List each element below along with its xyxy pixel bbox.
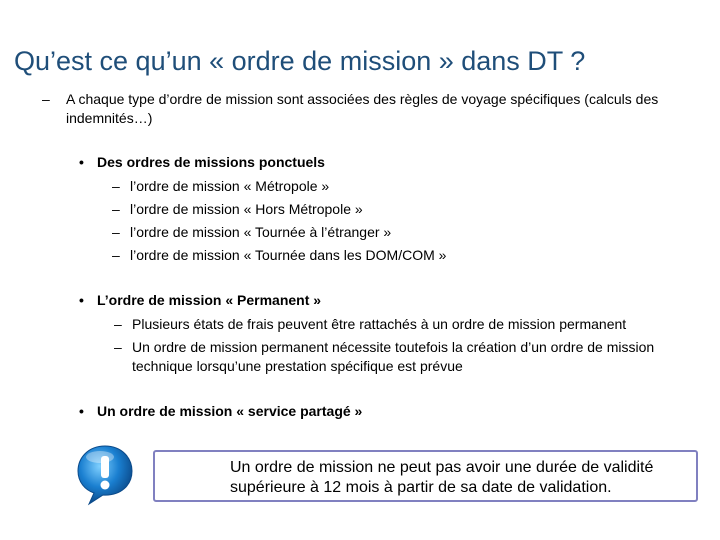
list-item-text: Un ordre de mission permanent nécessite toutefois la création d’un ordre de mission technique lorsqu’une prestation spécifique est prévue	[132, 339, 655, 374]
note-text: Un ordre de mission ne peut pas avoir une durée de validité supérieure à 12 mois à partir de sa date de validation.	[230, 459, 654, 496]
list-dash: –	[114, 316, 122, 332]
intro-paragraph	[42, 90, 702, 128]
list-item-text: l’ordre de mission « Tournée dans les DOM/COM »	[130, 247, 447, 263]
bullet-dot: •	[79, 154, 84, 170]
list-item	[112, 200, 692, 219]
list-dash: –	[114, 339, 122, 355]
bullet-dot: •	[79, 292, 84, 308]
list-item	[114, 315, 712, 334]
intro-text: A chaque type d’ordre de mission sont associées des règles de voyage spécifiques (calculs des indemnités…)	[66, 91, 659, 126]
bullet-dot: •	[79, 403, 84, 419]
info-exclamation-icon	[70, 440, 140, 510]
list-item	[112, 223, 692, 242]
list-item-text: l’ordre de mission « Métropole »	[130, 178, 330, 194]
list-item-text: l’ordre de mission « Hors Métropole »	[130, 201, 363, 217]
section-heading-ponctuels	[79, 154, 325, 170]
section-heading-text: L’ordre de mission « Permanent »	[97, 292, 322, 308]
list-item-text: Plusieurs états de frais peuvent être rattachés à un ordre de mission permanent	[132, 316, 627, 332]
list-dash: –	[112, 224, 120, 240]
section-heading-text: Des ordres de missions ponctuels	[97, 154, 325, 170]
list-item	[114, 338, 694, 376]
intro-dash: –	[42, 91, 50, 107]
section-heading-permanent	[79, 292, 321, 308]
list-item	[112, 177, 692, 196]
list-dash: –	[112, 247, 120, 263]
list-item-text: l’ordre de mission « Tournée à l’étranger »	[130, 224, 392, 240]
list-dash: –	[112, 201, 120, 217]
section-heading-text: Un ordre de mission « service partagé »	[97, 403, 363, 419]
slide-title: Qu’est ce qu’un « ordre de mission » dans DT ?	[14, 46, 586, 76]
list-item	[112, 246, 692, 265]
section-heading-service-partage	[79, 403, 362, 419]
list-dash: –	[112, 178, 120, 194]
